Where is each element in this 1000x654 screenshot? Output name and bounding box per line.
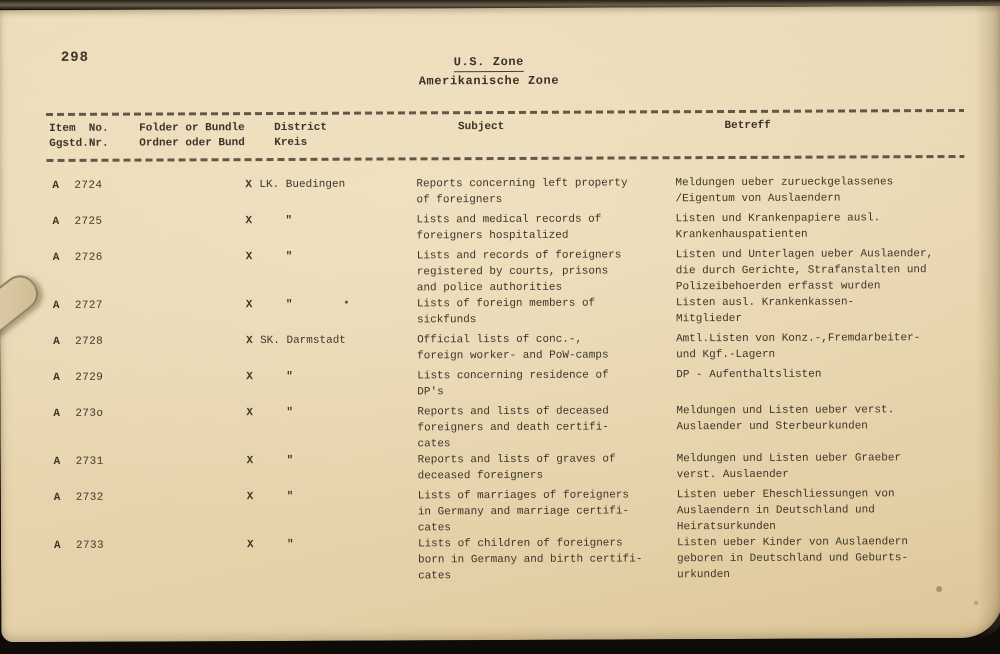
header-subject: Subject — [458, 120, 505, 134]
subject-text: Lists of foreign members of sickfunds — [416, 297, 596, 327]
item-letter: A — [53, 335, 60, 348]
subject-text: Official lists of conc.-, foreign worker- and PoW-camps — [417, 333, 609, 363]
betreff-text: Meldungen ueber zurueckgelassenes /Eigentum von Auslaendern — [675, 176, 894, 206]
item-number: 2725 — [74, 215, 103, 228]
header-folder-bundle: Folder or Bundle Ordner oder Bund — [139, 122, 245, 150]
item-letter: A — [52, 179, 60, 192]
subject-text: Lists of marriages of foreigners in Germany and marriage certifi- cates — [417, 489, 630, 535]
catalog-table — [46, 109, 966, 586]
subject-text: Lists concerning residence of DP's — [417, 369, 609, 399]
subject-text: Reports concerning left property of foreigners — [416, 177, 628, 207]
betreff-text: Amtl.Listen von Konz.-,Fremdarbeiter- und Kgf.-Lagern — [676, 332, 921, 362]
item-number: 2727 — [74, 299, 103, 312]
betreff-text: DP - Aufenthaltslisten — [676, 368, 822, 382]
betreff-text: Listen ueber Kinder von Auslaendern geboren in Deutschland und Geburts- urkunden — [676, 536, 909, 582]
item-number: 2728 — [75, 335, 104, 348]
item-number: 2726 — [74, 251, 103, 264]
subject-text: Reports and lists of graves of deceased foreigners — [417, 453, 616, 483]
item-number: 2733 — [75, 539, 105, 552]
folder-bundle-mark: X — [246, 539, 254, 552]
page-edge-right — [975, 6, 1000, 638]
betreff-text: Listen ausl. Krankenkassen- Mitglieder — [675, 296, 855, 326]
district-ditto-mark: " — [286, 538, 294, 551]
district-ditto-mark: " — [285, 250, 293, 263]
table-row — [47, 294, 965, 330]
district-ditto-mark: " — [286, 454, 294, 467]
zone-title-block — [0, 53, 979, 91]
table-header-row — [46, 115, 964, 159]
folder-bundle-mark: X — [245, 299, 253, 312]
document-page — [0, 6, 1000, 642]
table-row — [47, 246, 965, 298]
header-district: District Kreis — [274, 121, 327, 149]
item-number: 273o — [75, 407, 104, 420]
table-row — [47, 402, 965, 454]
item-letter: A — [52, 215, 60, 228]
header-betreff: Betreff — [724, 119, 771, 133]
folder-bundle-mark: X — [246, 407, 254, 420]
item-letter: A — [53, 371, 60, 384]
table-row — [46, 174, 964, 210]
table-row — [48, 486, 966, 538]
district-ditto-mark: " — [286, 490, 294, 503]
folder-bundle-mark: X — [245, 251, 253, 264]
page-tab — [0, 269, 45, 344]
item-number: 2724 — [74, 179, 103, 192]
subject-text: Lists of children of foreigners born in Germany and birth certifi- cates — [417, 537, 643, 583]
item-number: 2732 — [75, 491, 104, 504]
folder-bundle-mark: X — [245, 215, 253, 228]
folder-bundle-mark: X — [245, 179, 253, 192]
district-value: LK. Buedingen — [259, 178, 346, 192]
header-item-no: Item No. Ggstd.Nr. — [49, 122, 109, 150]
folder-bundle-mark: X — [246, 371, 253, 384]
item-letter: A — [52, 251, 60, 264]
district-ditto-mark: " — [285, 214, 293, 227]
item-letter: A — [52, 299, 60, 312]
table-row — [48, 534, 966, 586]
zone-title-de: Amerikanische Zone — [418, 73, 560, 89]
betreff-text: Listen und Krankenpapiere ausl. Krankenhauspatienten — [675, 212, 881, 242]
subject-text: Reports and lists of deceased foreigners and death certifi- cates — [417, 405, 609, 451]
page-number: 298 — [60, 49, 90, 66]
item-number: 2729 — [75, 371, 104, 384]
betreff-text: Listen und Unterlagen ueber Auslaender, die durch Gerichte, Strafanstalten und Polizeibehoerden erfasst wurden — [675, 248, 934, 294]
district-value: SK. Darmstadt — [260, 334, 346, 348]
paper-speckle — [936, 586, 942, 592]
paper-speckle — [974, 601, 978, 605]
table-row — [47, 330, 965, 366]
table-row — [47, 366, 965, 402]
zone-title-en: U.S. Zone — [454, 55, 524, 72]
betreff-text: Listen ueber Eheschliessungen von Auslaendern in Deutschland und Heiratsurkunden — [676, 488, 895, 534]
subject-text: Lists and records of foreigners registered by courts, prisons and police authorities — [416, 249, 622, 295]
betreff-text: Meldungen und Listen ueber Graeber verst. Auslaender — [676, 452, 902, 482]
subject-text: Lists and medical records of foreigners hospitalized — [416, 213, 602, 243]
district-ditto-mark: " — [286, 370, 293, 383]
folder-bundle-mark: X — [246, 491, 254, 504]
table-row — [48, 450, 966, 486]
item-letter: A — [53, 455, 61, 468]
item-letter: A — [53, 539, 61, 552]
item-number: 2731 — [75, 455, 104, 468]
item-letter: A — [53, 491, 61, 504]
table-row — [47, 210, 965, 246]
district-ditto-mark: " — [286, 406, 294, 419]
item-letter: A — [53, 407, 61, 420]
folder-bundle-mark: X — [246, 335, 253, 348]
district-ditto-mark: " — [285, 298, 293, 311]
betreff-text: Meldungen und Listen ueber verst. Auslaender und Sterbeurkunden — [676, 404, 895, 434]
table-body — [46, 158, 966, 586]
folder-bundle-mark: X — [246, 455, 254, 468]
